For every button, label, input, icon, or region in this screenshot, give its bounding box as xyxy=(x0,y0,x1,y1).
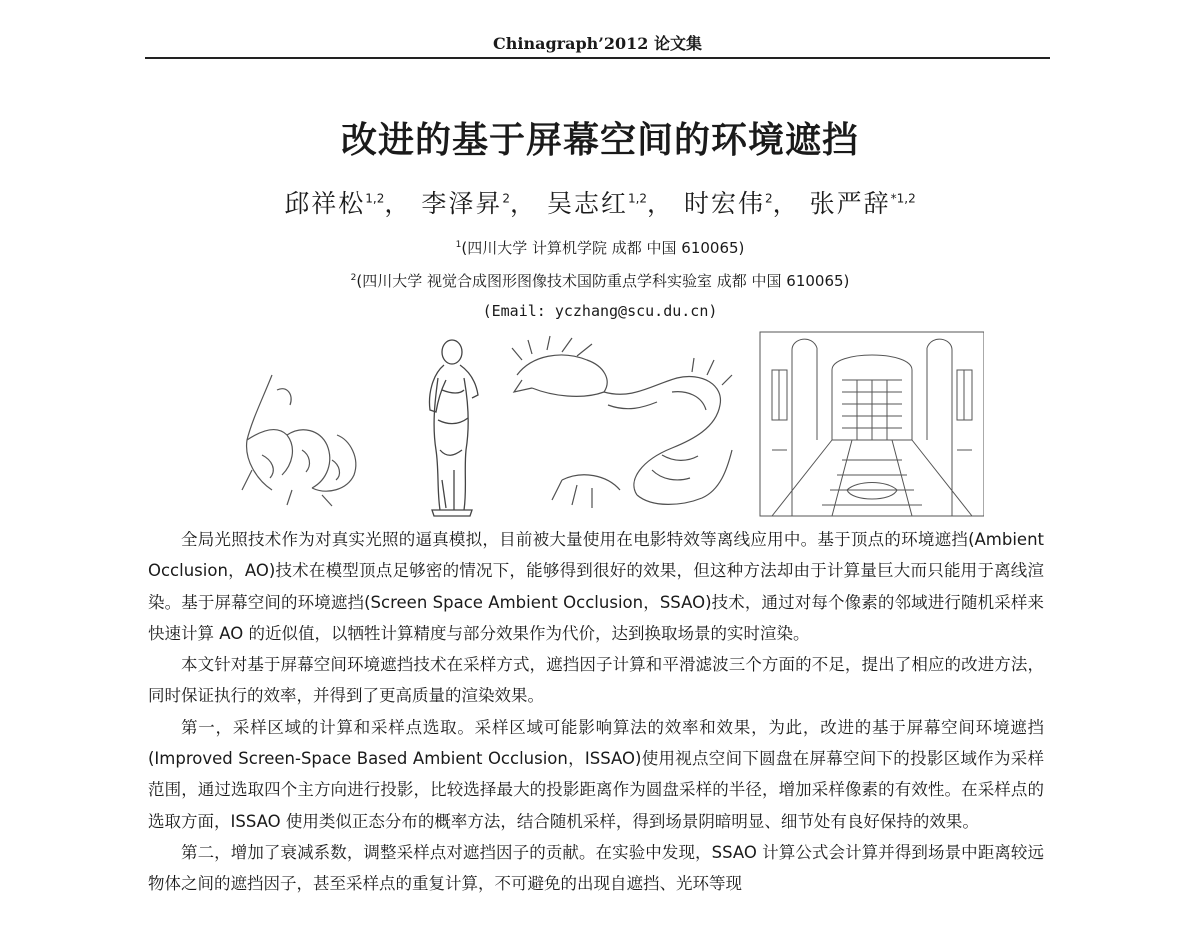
affiliation-2 xyxy=(0,270,1200,291)
paragraph: 全局光照技术作为对真实光照的逼真模拟，目前被大量使用在电影特效等离线应用中。基于顶点的环境遮挡(Ambient Occlusion，AO)技术在模型顶点足够密的情况下，能够得到很好的效果，但这种方法却由于计算量巨大而只能用于离线渲染。基于屏幕空间的环境遮挡(Screen Space Ambient Occlusion，SSAO)技术，通过对每个像素的邻域进行随机采样来快速计算 AO 的近似值，以牺牲计算精度与部分效果作为代价，达到换取场景的实时渲染。 xyxy=(148,530,1044,643)
author-name: 李泽昇 xyxy=(421,189,503,218)
author-affiliation-mark: 2 xyxy=(765,191,773,206)
teaser-figure-svg xyxy=(232,330,984,520)
abstract-body xyxy=(148,524,1044,900)
paragraph: 第一，采样区域的计算和采样点选取。采样区域可能影响算法的效率和效果，为此，改进的基于屏幕空间环境遮挡(Improved Screen-Space Based Ambient Occlusion，ISSAO)使用视点空间下圆盘在屏幕空间下的投影区域作为采样范围，通过选取四个主方向进行投影，比较选择最大的投影距离作为圆盘采样的半径，增加采样像素的有效性。在采样点的选取方面，ISSAO 使用类似正态分布的概率方法，结合随机采样，得到场景阴暗明显、细节处有良好保持的效果。 xyxy=(148,717,1044,831)
cathedral-sketch xyxy=(760,332,984,516)
affiliation-mark: 1 xyxy=(455,240,462,250)
author-affiliation-mark: 1,2 xyxy=(365,191,385,206)
author-affiliation-mark: 1,2 xyxy=(627,191,648,206)
dragon-sketch xyxy=(512,336,732,508)
affiliation-mark: 2 xyxy=(350,273,357,283)
tree-sketch xyxy=(242,375,356,506)
author-name: 邱祥松 xyxy=(284,189,366,218)
author-name: 时宏伟 xyxy=(684,189,766,218)
paper-title: 改进的基于屏幕空间的环境遮挡 xyxy=(340,120,859,161)
author-separator: ， xyxy=(647,189,675,218)
statue-sketch xyxy=(430,340,478,516)
teaser-figure xyxy=(232,330,984,520)
paragraph: 本文针对基于屏幕空间环境遮挡技术在采样方式，遮挡因子计算和平滑滤波三个方面的不足，提出了相应的改进方法，同时保证执行的效率，并得到了更高质量的渲染效果。 xyxy=(148,655,1044,706)
author-affiliation-mark: *1,2 xyxy=(890,191,916,206)
contact-email: (Email: yczhang@scu.du.cn) xyxy=(482,302,718,320)
header-rule xyxy=(145,57,1050,59)
affiliation-1 xyxy=(0,237,1200,258)
author-name: 张严辞 xyxy=(809,189,891,218)
affiliation-text: (四川大学 计算机学院 成都 中国 610065) xyxy=(461,239,745,257)
author-separator: ， xyxy=(384,189,412,218)
author-separator: ， xyxy=(509,189,537,218)
author-name: 吴志红 xyxy=(546,189,628,218)
author-separator: ， xyxy=(772,189,800,218)
paragraph: 第二，增加了衰减系数，调整采样点对遮挡因子的贡献。在实验中发现，SSAO 计算公式会计算并得到场景中距离较远物体之间的遮挡因子，甚至采样点的重复计算，不可避免的出现自遮挡、光环等现 xyxy=(148,842,1044,894)
affiliation-text: (四川大学 视觉合成图形图像技术国防重点学科实验室 成都 中国 610065) xyxy=(356,272,850,290)
author-list xyxy=(0,184,1200,220)
author-affiliation-mark: 2 xyxy=(502,191,510,206)
running-head: Chinagraph’2012 论文集 xyxy=(493,34,702,53)
